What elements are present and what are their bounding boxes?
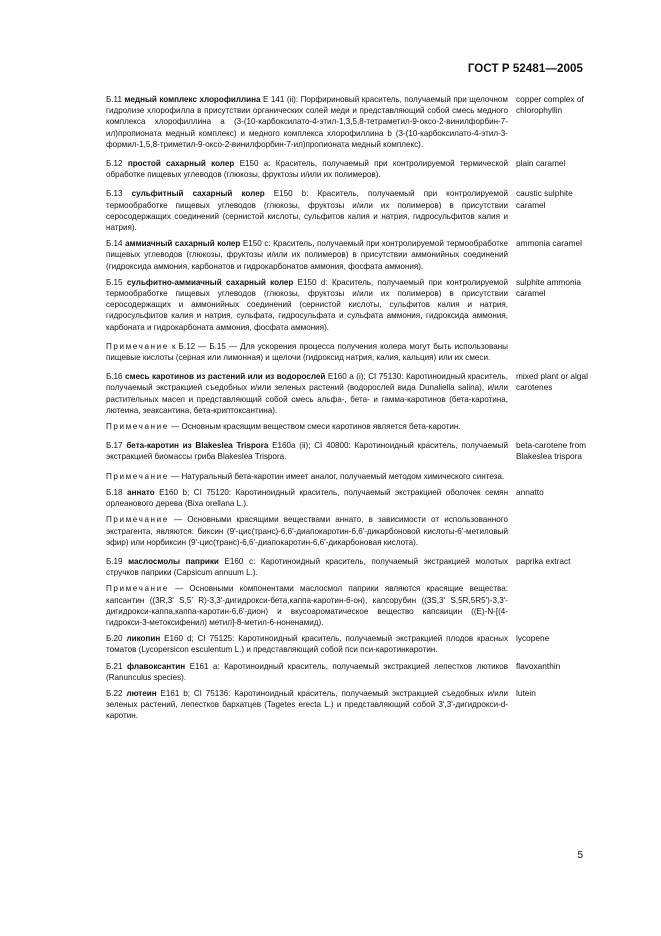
- entry-number: Б.13: [106, 189, 123, 199]
- entry-term: бета-каротин из Blakeslea Trispora: [126, 441, 269, 451]
- entry-definition: Краситель, получаемый при контролируемой термообработке пищевых углеводов (глюкозы, фруктозы и/или их полимеров) в присутствии серосодержащих соединений (сернистой кислоты, сульфитов калия и натрия, гидросульфитов калия и натрия).: [106, 189, 509, 233]
- entry-number: Б.16: [106, 372, 123, 382]
- entry-term: смесь каротинов из растений или из водорослей: [125, 372, 326, 382]
- note-betacarotene: [106, 471, 508, 482]
- entry-english-term: caustic sulphite caramel: [516, 188, 573, 210]
- entry-number: Б.17: [106, 441, 123, 451]
- entry-term: маслосмолы паприки: [128, 556, 219, 566]
- entry-number: Б.18: [106, 487, 123, 497]
- entry-code: Е161 b; CI 75136:: [160, 688, 231, 698]
- entry-number: Б.22: [106, 688, 123, 698]
- entry-b12: [106, 158, 588, 180]
- entry-english-term: mixed plant or algal carotenes: [516, 371, 588, 393]
- entry-term: ликопин: [126, 634, 161, 644]
- entry-code: Е161 a:: [189, 661, 220, 671]
- entry-b20: [106, 633, 588, 655]
- entry-definition: Каротиноидный краситель, получаемый экстракцией плодов красных томатов (Lycopersicon esculentum L.) и представляющий собой пси пси-каротинкаротин.: [106, 634, 509, 655]
- entry-b18: [106, 487, 588, 509]
- entry-code: Е 141 (ii):: [263, 95, 299, 104]
- entry-number: Б.15: [106, 277, 123, 287]
- note-carotenes: [106, 421, 508, 432]
- entry-b16: [106, 371, 588, 416]
- note-paprika: [106, 583, 508, 628]
- entry-code: Е160 a (i); CI 75130:: [327, 372, 404, 382]
- entry-term: лютеин: [126, 688, 157, 698]
- entry-number: Б.12: [106, 159, 123, 169]
- entry-english-term: lycopene: [516, 633, 550, 644]
- entry-code: Е160 d; CI 75125:: [164, 634, 235, 644]
- entry-definition: Каротиноидный краситель, получаемый экстракцией лепестков лютиков (Ranunculus species).: [106, 661, 509, 682]
- entry-definition: Каротиноидный краситель, получаемый экстракцией съедобных и/или зеленых растений (водорослей вида Dunaliella salina), и/или растительных масел и представляющий собой смесь альфа-, бета- и гамма-каротинов (бета-каротина, лютеина, зеаксантина, бета-криптоксантина).: [106, 372, 509, 415]
- entry-term: сульфитный сахарный колер: [131, 189, 265, 199]
- entry-english-term: annatto: [516, 486, 544, 497]
- entry-number: Б.21: [106, 661, 123, 671]
- entry-code: Е150 b:: [273, 189, 309, 199]
- entry-number: Б.14: [106, 239, 123, 249]
- note-annatto: [106, 514, 508, 548]
- entry-english-term: plain caramel: [516, 158, 566, 169]
- entry-english-term: beta-carotene from Blakeslea trispora: [516, 440, 587, 462]
- entry-b17: [106, 440, 588, 462]
- note-text: — Основным красящим веществом смеси каротинов является бета-каротин.: [171, 422, 461, 432]
- entry-term: сульфитно-аммиачный сахарный колер: [126, 277, 294, 287]
- document-body: [106, 94, 588, 727]
- entry-b22: [106, 688, 588, 722]
- note-text: — Основными красящими веществами аннато, в зависимости от использованного экстрагента, являются: биксин (9'-цис(транс)-6,6'-диапокаротин-6,6'-дикарбоновой кислоты-6'-метиловый эфир) или норбиксин (9'-цис(транс)-6,6'-диапокаротин-6,6'-дикарбоновая кислота).: [106, 515, 508, 547]
- note-label: Примечание: [106, 422, 169, 432]
- entry-english-term: lutein: [516, 687, 536, 698]
- entry-code: Е150 d:: [297, 277, 328, 287]
- entry-definition: Каротиноидный краситель, получаемый экстракцией съедобных и/или зеленых растений, лепестков бархатцев (Tagetes erecta L.) и представляющий собой 3',3'-дигидрокси-d-каротин.: [106, 688, 509, 721]
- entry-definition: Каротиноидный краситель, получаемый экстракцией молотых стручков паприки (Capsicum annuum L.).: [106, 556, 508, 578]
- entry-definition: Каротиноидный краситель, получаемый экстракцией оболочек семян орлеанового дерева (Bixa orellana L.).: [106, 487, 509, 509]
- entry-b21: [106, 661, 588, 683]
- note-label: Примечание: [106, 584, 169, 594]
- document-header: ГОСТ Р 52481—2005: [467, 63, 583, 75]
- entry-number: Б.20: [106, 634, 123, 644]
- note-caramel: [106, 341, 508, 363]
- entry-code: Е150 a:: [239, 159, 271, 169]
- page-number: 5: [577, 850, 583, 861]
- entry-code: Е160 b; CI 75120:: [159, 487, 232, 497]
- note-label: Примечание: [106, 341, 169, 351]
- note-text: к Б.12 — Б.15 — Для ускорения процесса получения колера могут быть использованы пищевые кислоты (серная или лимонная) и щелочи (гидроксид натрия, калия, кальция) или их смеси.: [106, 341, 508, 363]
- entry-term: простой сахарный колер: [127, 159, 235, 169]
- entry-definition: Краситель, получаемый при контролируемой термической обработке пищевых углеводов (глюкозы, фруктозы и/или их полимеров).: [106, 159, 509, 180]
- entry-term: аннато: [127, 487, 155, 497]
- entry-code: Е160a (ii); CI 40800:: [272, 441, 351, 451]
- entry-b13: [106, 188, 588, 233]
- entry-number: Б.19: [106, 556, 123, 566]
- entry-term: аммиачный сахарный колер: [125, 239, 241, 249]
- entry-english-term: paprika extract: [516, 555, 571, 566]
- entry-code: Е160 c:: [224, 556, 256, 566]
- entry-english-term: sulphite ammonia caramel: [516, 276, 582, 299]
- entry-b19: [106, 556, 588, 578]
- entry-definition: Каротиноидный краситель, получаемый экстракцией биомассы гриба Blakeslea Trispora.: [106, 441, 509, 462]
- entry-english-term: copper complex of chlorophyllin: [516, 94, 584, 116]
- entry-code: Е150 c:: [242, 239, 271, 249]
- entry-b14: [106, 238, 588, 272]
- note-text: — Натуральный бета-каротин имеет аналог, получаемый методом химического синтеза.: [171, 471, 505, 481]
- entry-english-term: flavoxanthin: [516, 660, 561, 671]
- note-label: Примечание: [106, 515, 169, 525]
- entry-definition: Порфириновый краситель, получаемый при щелочном гидролизе хлорофилла в присутствии органических солей меди и представляющий собой смесь медного комплекса хлорофиллина а (3-(10-карбоксилато-4-этил-1,3,5,8-тетраметил-9-оксо-2-винилфорбин-7-ил)пропионата медный комплекс) и медного комплекса хлорофиллина b (3-(10-карбоксилато-4-этил-3-формил-1,5,8-триметил-9-оксо-2-винилфорбин-7-ил)пропионата медный комплекс).: [106, 95, 508, 149]
- entry-definition: Краситель, получаемый при контролируемой термообработке пищевых углеводов (глюкозы, фруктозы и/или их полимеров) в присутствии серосодержащих и аммонийных соединений (сернистой кислоты, сульфитов калия и натрия, гидросульфитов калия и натрия, сульфата, гидросульфата и сульфата аммония, гидроксида аммония, карбоната и гидрокарбоната аммония, фосфата аммония).: [106, 277, 509, 332]
- note-label: Примечание: [106, 471, 169, 481]
- note-text: — Основными компонентами маслосмол паприки являются красящие вещества: капсантин ((3R,3' S,5' R)-3,3'-дигидрокси-бета,каппа-каротин-6-он), капсорубин ((3S,3' S,5R,5R5')-3,3'-дигидрокси-каппа,каппа-каротин-6,6'-дион) и вкусоароматическое вещество капсаицин ((Е)-N-[(4-гидрокси-3-метоксифенил) метил]-8-метил-6-ноненамид).: [106, 584, 509, 627]
- entry-term: флавоксантин: [127, 661, 186, 671]
- entry-b15: [106, 277, 588, 333]
- entry-definition: Краситель, получаемый при контролируемой термообработке пищевых углеводов (глюкозы, фруктозы и/или их полимеров) в присутствии аммонийных соединений (гидроксида аммония, карбонатов и гидрокарбонатов аммония, фосфата аммония).: [106, 239, 509, 271]
- entry-number: Б.11: [106, 95, 122, 104]
- entry-term: медный комплекс хлорофиллина: [124, 95, 261, 104]
- entry-b11: [106, 94, 588, 150]
- entry-english-term: ammonia caramel: [516, 238, 582, 249]
